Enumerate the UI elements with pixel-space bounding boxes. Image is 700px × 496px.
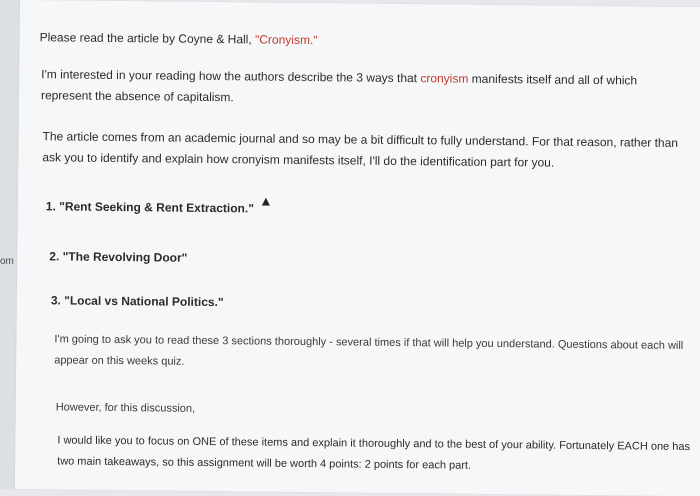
sections-note-paragraph: I'm going to ask you to read these 3 sections thoroughly - several times if that will help you understand. Questions about each will appear on this weeks quiz. (54, 333, 684, 368)
sidebar-label: om (0, 256, 14, 267)
interest-text-before: I'm interested in your reading how the authors describe the 3 ways that (41, 67, 421, 86)
article-note-paragraph: The article comes from an academic journal and so may be a bit difficult to fully understand. For that reason, rather than ask you to identify and explain how cronyism manifests itself, I'll do the identification part for you. (42, 129, 679, 170)
mouse-cursor-icon (262, 198, 270, 206)
interest-text-after: manifests itself and all of which represent the absence of capitalism. (40, 71, 638, 105)
article-title-link[interactable]: "Cronyism." (254, 32, 318, 48)
focus-note-paragraph: I would like you to focus on ONE of these items and explain it thoroughly and to the best of your ability. Fortunately EACH one has two main takeaways, so this assignment will be worth 4 points: 2 points for each part. (57, 434, 691, 472)
discussion-note-paragraph: However, for this discussion, (55, 401, 196, 415)
list-item-rent-seeking: 1. "Rent Seeking & Rent Extraction." (45, 199, 254, 216)
intro-text: Please read the article by Coyne & Hall, (39, 30, 256, 47)
interest-paragraph (41, 64, 671, 113)
assignment-content (15, 0, 700, 496)
cronyism-highlight: cronyism (420, 71, 469, 86)
intro-paragraph (39, 27, 317, 51)
list-item-local-vs-national: 3. "Local vs National Politics." (50, 293, 224, 310)
list-item-revolving-door: 2. "The Revolving Door" (49, 249, 188, 265)
